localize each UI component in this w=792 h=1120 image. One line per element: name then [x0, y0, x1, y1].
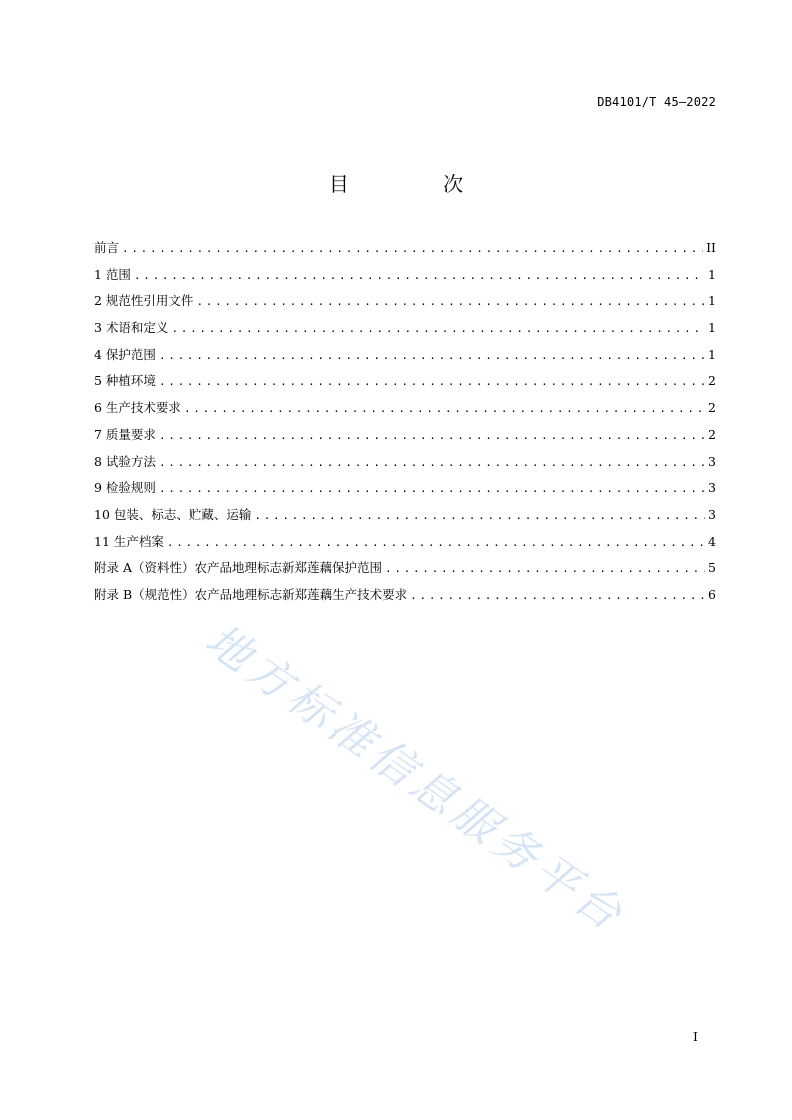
toc-entry-page: 3 — [708, 480, 716, 496]
toc-entry-label: 3 术语和定义 — [94, 320, 169, 336]
toc-dot-leader — [159, 375, 705, 388]
toc-entry-page: 2 — [708, 426, 716, 442]
toc-dot-leader — [254, 509, 705, 522]
toc-entry-appendix-b[interactable] — [94, 585, 716, 612]
toc-entry-label: 附录 A（资料性）农产品地理标志新郑莲藕保护范围 — [94, 560, 383, 576]
table-of-contents — [94, 238, 716, 612]
toc-entry-label: 6 生产技术要求 — [94, 400, 181, 416]
toc-entry-page: 3 — [708, 506, 716, 522]
toc-dot-leader — [122, 242, 703, 255]
toc-entry-page: 4 — [708, 533, 716, 549]
toc-entry-production-records[interactable] — [94, 532, 716, 559]
toc-entry-label: 9 检验规则 — [94, 480, 156, 496]
toc-entry-production-technology[interactable] — [94, 398, 716, 425]
toc-title: 目 次 — [328, 172, 508, 196]
toc-entry-page: II — [706, 240, 716, 255]
document-code: DB4101/T 45—2022 — [597, 95, 716, 109]
toc-entry-page: 1 — [708, 293, 716, 309]
toc-entry-test-methods[interactable] — [94, 452, 716, 479]
toc-entry-page: 2 — [708, 400, 716, 416]
toc-entry-page: 1 — [708, 320, 716, 336]
toc-entry-label: 4 保护范围 — [94, 346, 156, 362]
toc-dot-leader — [385, 562, 705, 575]
toc-entry-page: 5 — [708, 560, 716, 576]
toc-dot-leader — [184, 402, 705, 415]
toc-dot-leader — [410, 589, 705, 602]
toc-entry-protection-scope[interactable] — [94, 345, 716, 372]
toc-dot-leader — [159, 349, 705, 362]
toc-dot-leader — [159, 482, 705, 495]
toc-dot-leader — [171, 322, 705, 335]
toc-entry-normative-references[interactable] — [94, 291, 716, 318]
toc-entry-page: 3 — [708, 453, 716, 469]
toc-entry-page: 1 — [708, 266, 716, 282]
page-number: I — [693, 1029, 698, 1044]
toc-dot-leader — [159, 429, 705, 442]
toc-entry-page: 6 — [708, 586, 716, 602]
toc-entry-page: 2 — [708, 373, 716, 389]
toc-entry-label: 附录 B（规范性）农产品地理标志新郑莲藕生产技术要求 — [94, 586, 408, 602]
toc-dot-leader — [159, 456, 705, 469]
toc-entry-label: 7 质量要求 — [94, 426, 156, 442]
toc-entry-label: 8 试验方法 — [94, 453, 156, 469]
watermark: 地方标准信息服务平台 — [196, 614, 635, 943]
toc-entry-appendix-a[interactable] — [94, 558, 716, 585]
toc-entry-inspection-rules[interactable] — [94, 478, 716, 505]
toc-entry-label: 5 种植环境 — [94, 373, 156, 389]
toc-entry-label: 前言 — [94, 240, 120, 255]
toc-dot-leader — [196, 295, 705, 308]
toc-entry-label: 10 包装、标志、贮藏、运输 — [94, 506, 252, 522]
toc-entry-packaging-transport[interactable] — [94, 505, 716, 532]
toc-entry-page: 1 — [708, 346, 716, 362]
toc-entry-label: 2 规范性引用文件 — [94, 293, 194, 309]
toc-entry-foreword[interactable] — [94, 238, 716, 265]
toc-entry-label: 1 范围 — [94, 266, 131, 282]
toc-dot-leader — [134, 269, 705, 282]
toc-entry-quality-requirements[interactable] — [94, 425, 716, 452]
toc-entry-label: 11 生产档案 — [94, 533, 164, 549]
toc-entry-scope[interactable] — [94, 265, 716, 292]
toc-dot-leader — [167, 536, 705, 549]
toc-entry-planting-environment[interactable] — [94, 371, 716, 398]
toc-entry-terms-definitions[interactable] — [94, 318, 716, 345]
